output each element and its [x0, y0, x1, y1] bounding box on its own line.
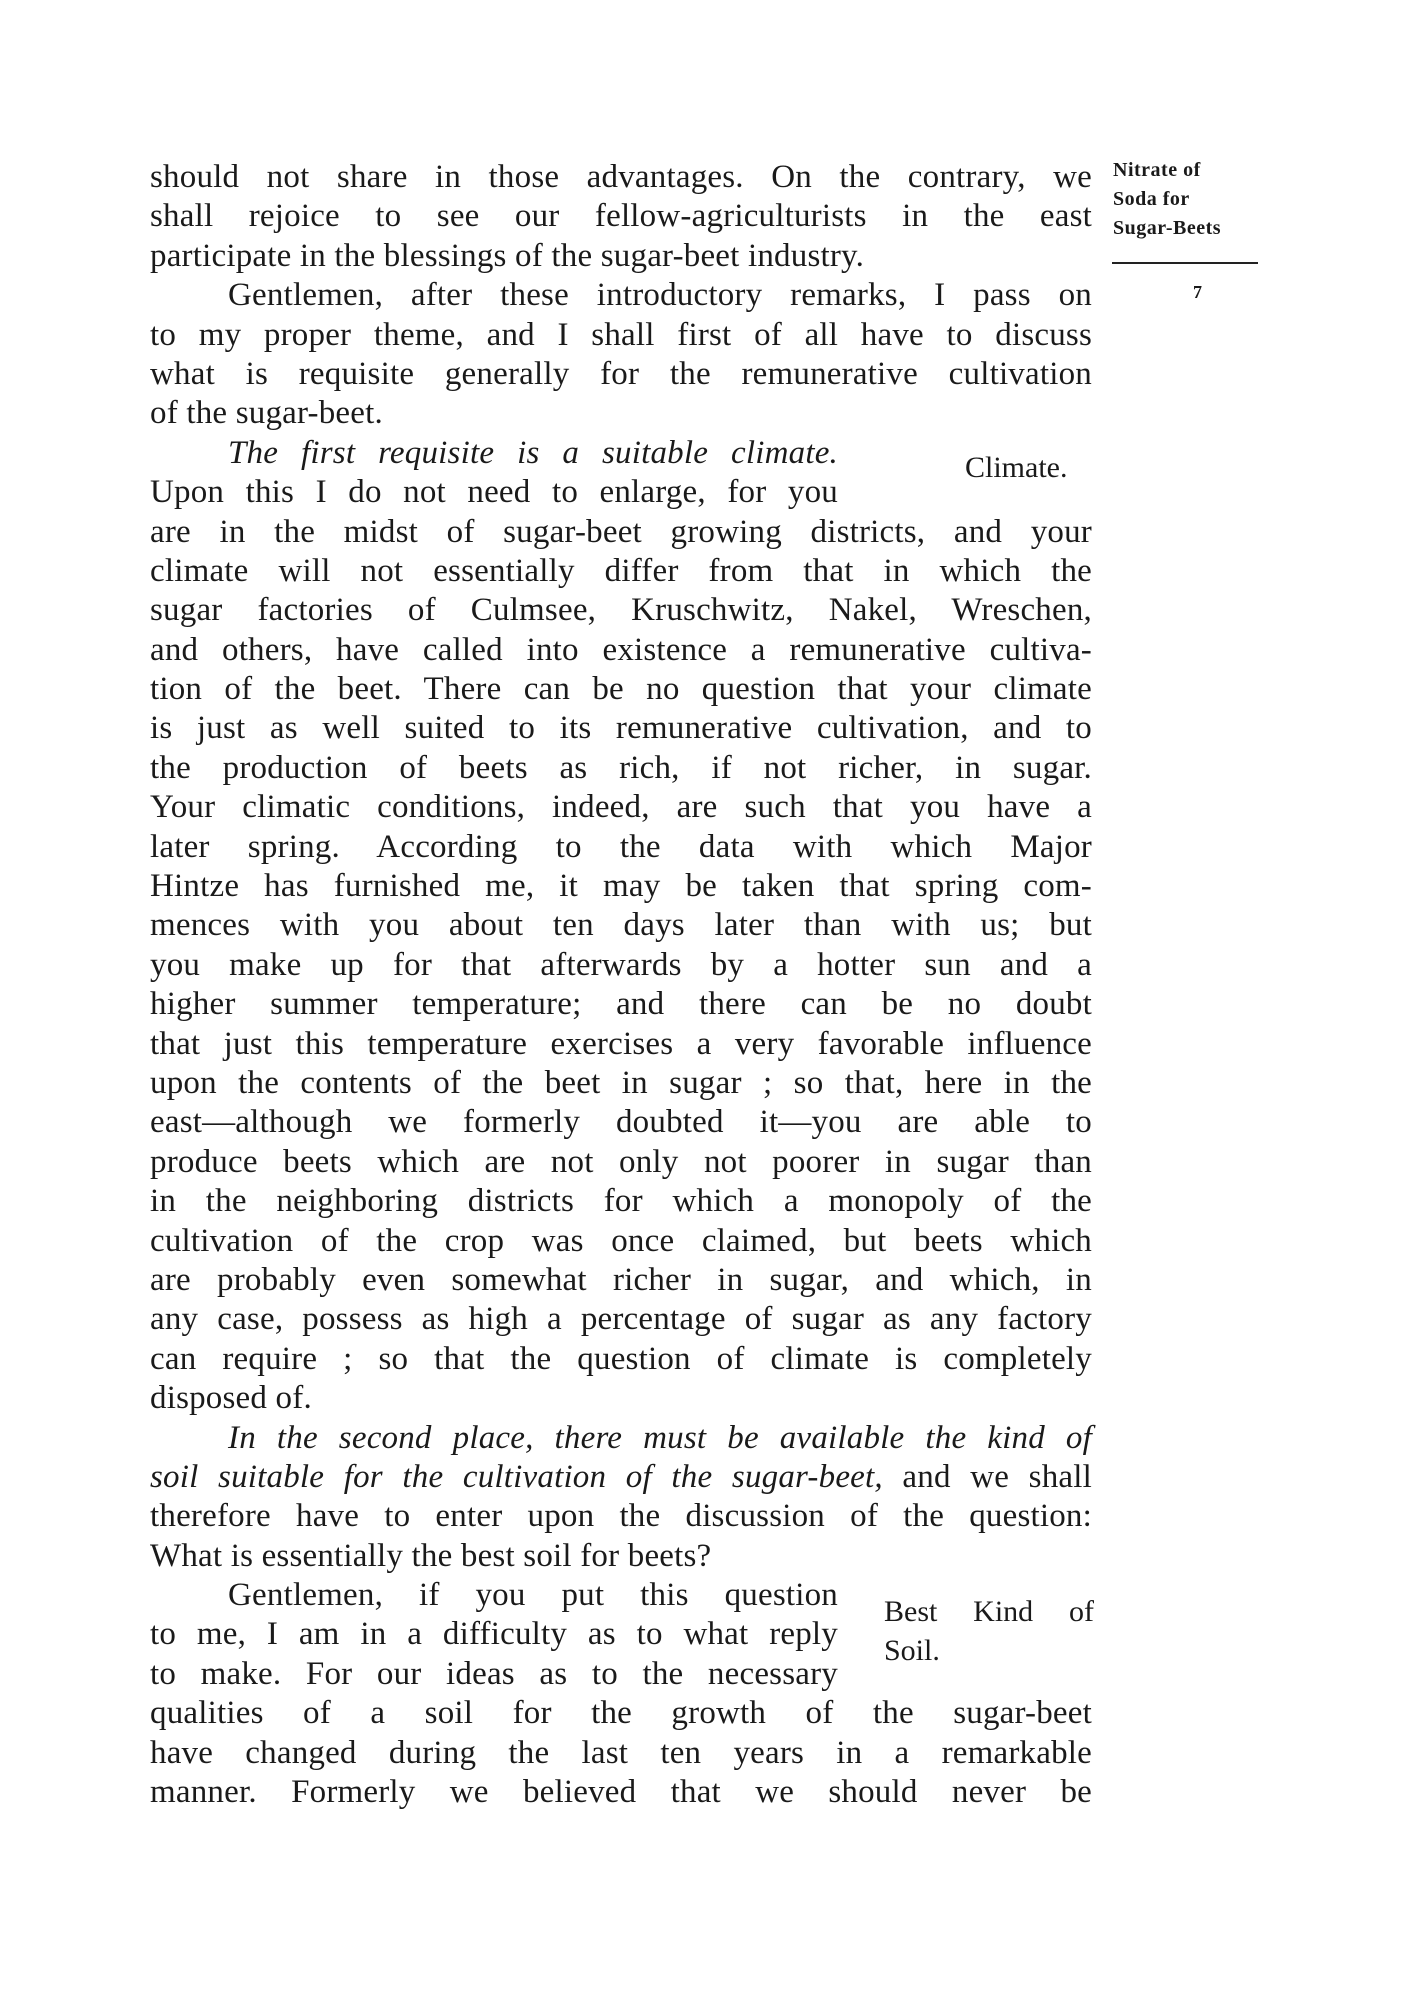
text-line — [150, 1064, 1092, 1103]
text-line — [150, 1103, 1092, 1142]
text: Gentlemen, if you put this question — [228, 1577, 838, 1614]
text-line — [150, 749, 1092, 788]
text: What is essentially the best soil for beets? — [150, 1537, 712, 1574]
text: should not share in those advantages. On the contrary, we — [150, 159, 1092, 195]
italic-text: soil suitable for the cultivation of the sugar-beet, — [150, 1458, 883, 1495]
text: and others, have called into existence a remunerative cultiva- — [150, 631, 1092, 668]
text-line — [150, 513, 1092, 552]
text-line — [150, 631, 1092, 670]
side-note-climate: Climate. — [965, 451, 1068, 484]
text: tion of the beet. There can be no question that your climate — [150, 671, 1092, 708]
body-text — [150, 158, 1092, 1812]
text-line — [150, 985, 1092, 1024]
text: what is requisite generally for the remunerative cultivation — [150, 355, 1092, 392]
text: and we shall — [882, 1458, 1092, 1495]
text: Gentlemen, after these introductory remarks, I pass on — [228, 277, 1092, 314]
text-line — [150, 394, 1092, 433]
page-number: 7 — [1193, 282, 1202, 302]
text-line — [150, 1340, 1092, 1379]
text: are probably even somewhat richer in sugar, and which, in — [150, 1261, 1092, 1298]
text: can require ; so that the question of climate is completely — [150, 1340, 1092, 1377]
text: in the neighboring districts for which a monopoly of the — [150, 1183, 1092, 1220]
text-line — [150, 552, 1092, 591]
text-line — [150, 1143, 1092, 1182]
text-line — [150, 1458, 1092, 1497]
side-note-line: Soil. — [884, 1634, 940, 1667]
running-head-rule — [1112, 262, 1258, 264]
text-line — [150, 1773, 1092, 1812]
text-line — [150, 1694, 1092, 1733]
text: the production of beets as rich, if not richer, in sugar. — [150, 749, 1092, 786]
text: any case, possess as high a percentage of sugar as any factory — [150, 1301, 1092, 1338]
text: upon the contents of the beet in sugar ; so that, here in the — [150, 1064, 1092, 1101]
italic-text: The first requisite is a suitable climate. — [228, 434, 838, 471]
text: cultivation of the crop was once claimed, but beets which — [150, 1222, 1092, 1259]
text: climate will not essentially differ from that in which the — [150, 552, 1092, 589]
text: to make. For our ideas as to the necessary — [150, 1655, 838, 1692]
text-line — [150, 1261, 1092, 1300]
text: Hintze has furnished me, it may be taken that spring com- — [150, 868, 1092, 905]
running-head — [1113, 156, 1221, 243]
text: Your climatic conditions, indeed, are such that you have a — [150, 789, 1092, 826]
text: higher summer temperature; and there can be no doubt — [150, 986, 1092, 1023]
text-line — [150, 1734, 1092, 1773]
text: east—although we formerly doubted it—you are able to — [150, 1104, 1092, 1141]
text: to my proper theme, and I shall first of all have to discuss — [150, 316, 1092, 353]
text-line — [150, 906, 1092, 945]
text-line — [150, 473, 838, 512]
text-line — [150, 158, 1092, 197]
text-line — [150, 1379, 1092, 1418]
text-line — [150, 670, 1092, 709]
text: that just this temperature exercises a very favorable influence — [150, 1025, 1092, 1062]
text: you make up for that afterwards by a hotter sun and a — [150, 946, 1092, 983]
italic-text: In the second place, there must be available the kind of — [228, 1419, 1092, 1456]
text: to me, I am in a difficulty as to what reply — [150, 1616, 838, 1653]
text: disposed of. — [150, 1380, 312, 1417]
text: mences with you about ten days later than with us; but — [150, 907, 1092, 944]
text: of the sugar-beet. — [150, 395, 383, 432]
text-line — [150, 867, 1092, 906]
text: is just as well suited to its remunerative cultivation, and to — [150, 710, 1092, 747]
text-line — [150, 316, 1092, 355]
text-line — [150, 1300, 1092, 1339]
text: Upon this I do not need to enlarge, for you — [150, 474, 838, 511]
text-line — [150, 1182, 1092, 1221]
text: participate in the blessings of the sugar-beet industry. — [150, 237, 865, 274]
text-line — [150, 946, 1092, 985]
text-line — [150, 237, 1092, 276]
text-line — [150, 276, 1092, 315]
text-line — [150, 1655, 838, 1694]
text: are in the midst of sugar-beet growing districts, and your — [150, 513, 1092, 550]
text-line — [150, 1497, 1092, 1536]
text: later spring. According to the data with which Major — [150, 828, 1092, 865]
running-head-line: Sugar-Beets — [1113, 217, 1222, 239]
text-line — [150, 1025, 1092, 1064]
text-line — [150, 197, 1092, 236]
text-line — [150, 1222, 1092, 1261]
text-line — [150, 1615, 838, 1654]
text: manner. Formerly we believed that we should never be — [150, 1774, 1092, 1811]
text: produce beets which are not only not poorer in sugar than — [150, 1143, 1092, 1180]
text: shall rejoice to see our fellow-agriculturists in the east — [150, 198, 1092, 235]
text-line — [150, 828, 1092, 867]
side-note-line: Best Kind of — [884, 1595, 1094, 1628]
text-line — [150, 1576, 838, 1615]
text: sugar factories of Culmsee, Kruschwitz, Nakel, Wreschen, — [150, 592, 1092, 629]
text-line — [150, 788, 1092, 827]
text: have changed during the last ten years in a remarkable — [150, 1734, 1092, 1771]
text-line — [150, 709, 1092, 748]
text-line — [150, 434, 838, 473]
running-head-line: Nitrate of — [1113, 159, 1201, 181]
text: therefore have to enter upon the discussion of the question: — [150, 1498, 1092, 1535]
text-line — [150, 1537, 1092, 1576]
text: qualities of a soil for the growth of the sugar-beet — [150, 1695, 1092, 1732]
running-head-line: Soda for — [1113, 188, 1190, 210]
text-line — [150, 355, 1092, 394]
text-line — [150, 591, 1092, 630]
text-line — [150, 1419, 1092, 1458]
